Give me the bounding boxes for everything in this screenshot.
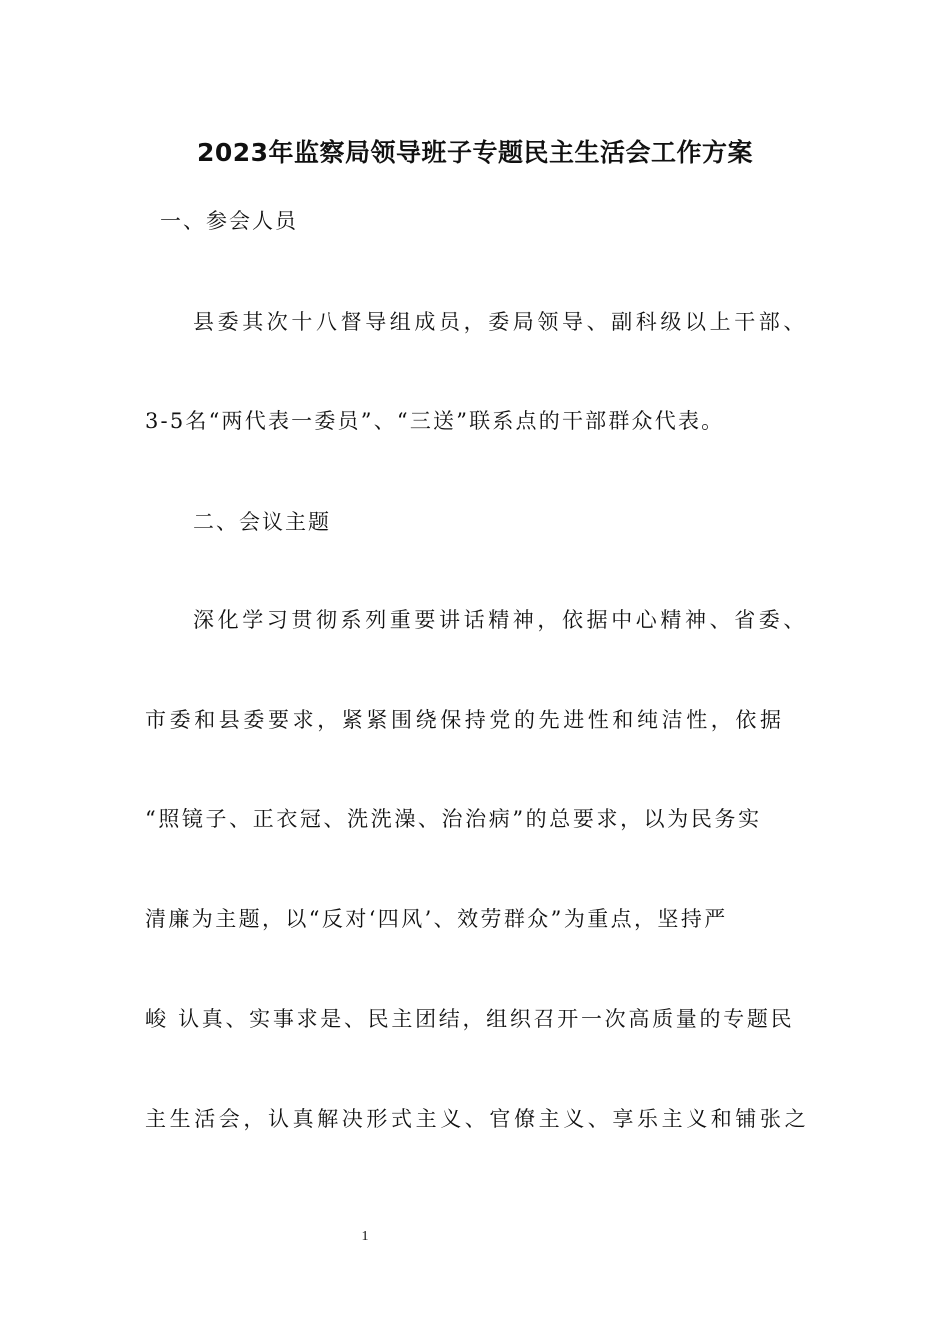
paragraph-line: 3-5名“两代表一委员”、“三送”联系点的干部群众代表。	[145, 409, 725, 433]
document-title: 2023年监察局领导班子专题民主生活会工作方案	[196, 138, 754, 167]
paragraph-line: “照镜子、正衣冠、洗洗澡、治治病”的总要求，以为民务实	[145, 807, 762, 831]
paragraph-line: 县委其次十八督导组成员，委局领导、副科级以上干部、	[193, 310, 808, 334]
paragraph-line: 深化学习贯彻系列重要讲话精神，依据中心精神、省委、	[193, 608, 808, 632]
page-number: 1	[361, 1229, 369, 1244]
paragraph-line: 市委和县委要求，紧紧围绕保持党的先进性和纯洁性，依据	[145, 708, 785, 732]
paragraph-line: 清廉为主题，以“反对‘四风’、效劳群众”为重点，坚持严	[145, 907, 728, 931]
paragraph-line: 主生活会，认真解决形式主义、官僚主义、享乐主义和铺张之	[145, 1107, 810, 1131]
section-heading-theme: 二、会议主题	[193, 510, 331, 534]
section-heading-participants: 一、参会人员	[160, 209, 298, 233]
paragraph-line: 峻 认真、实事求是、民主团结，组织召开一次高质量的专题民	[145, 1007, 795, 1031]
